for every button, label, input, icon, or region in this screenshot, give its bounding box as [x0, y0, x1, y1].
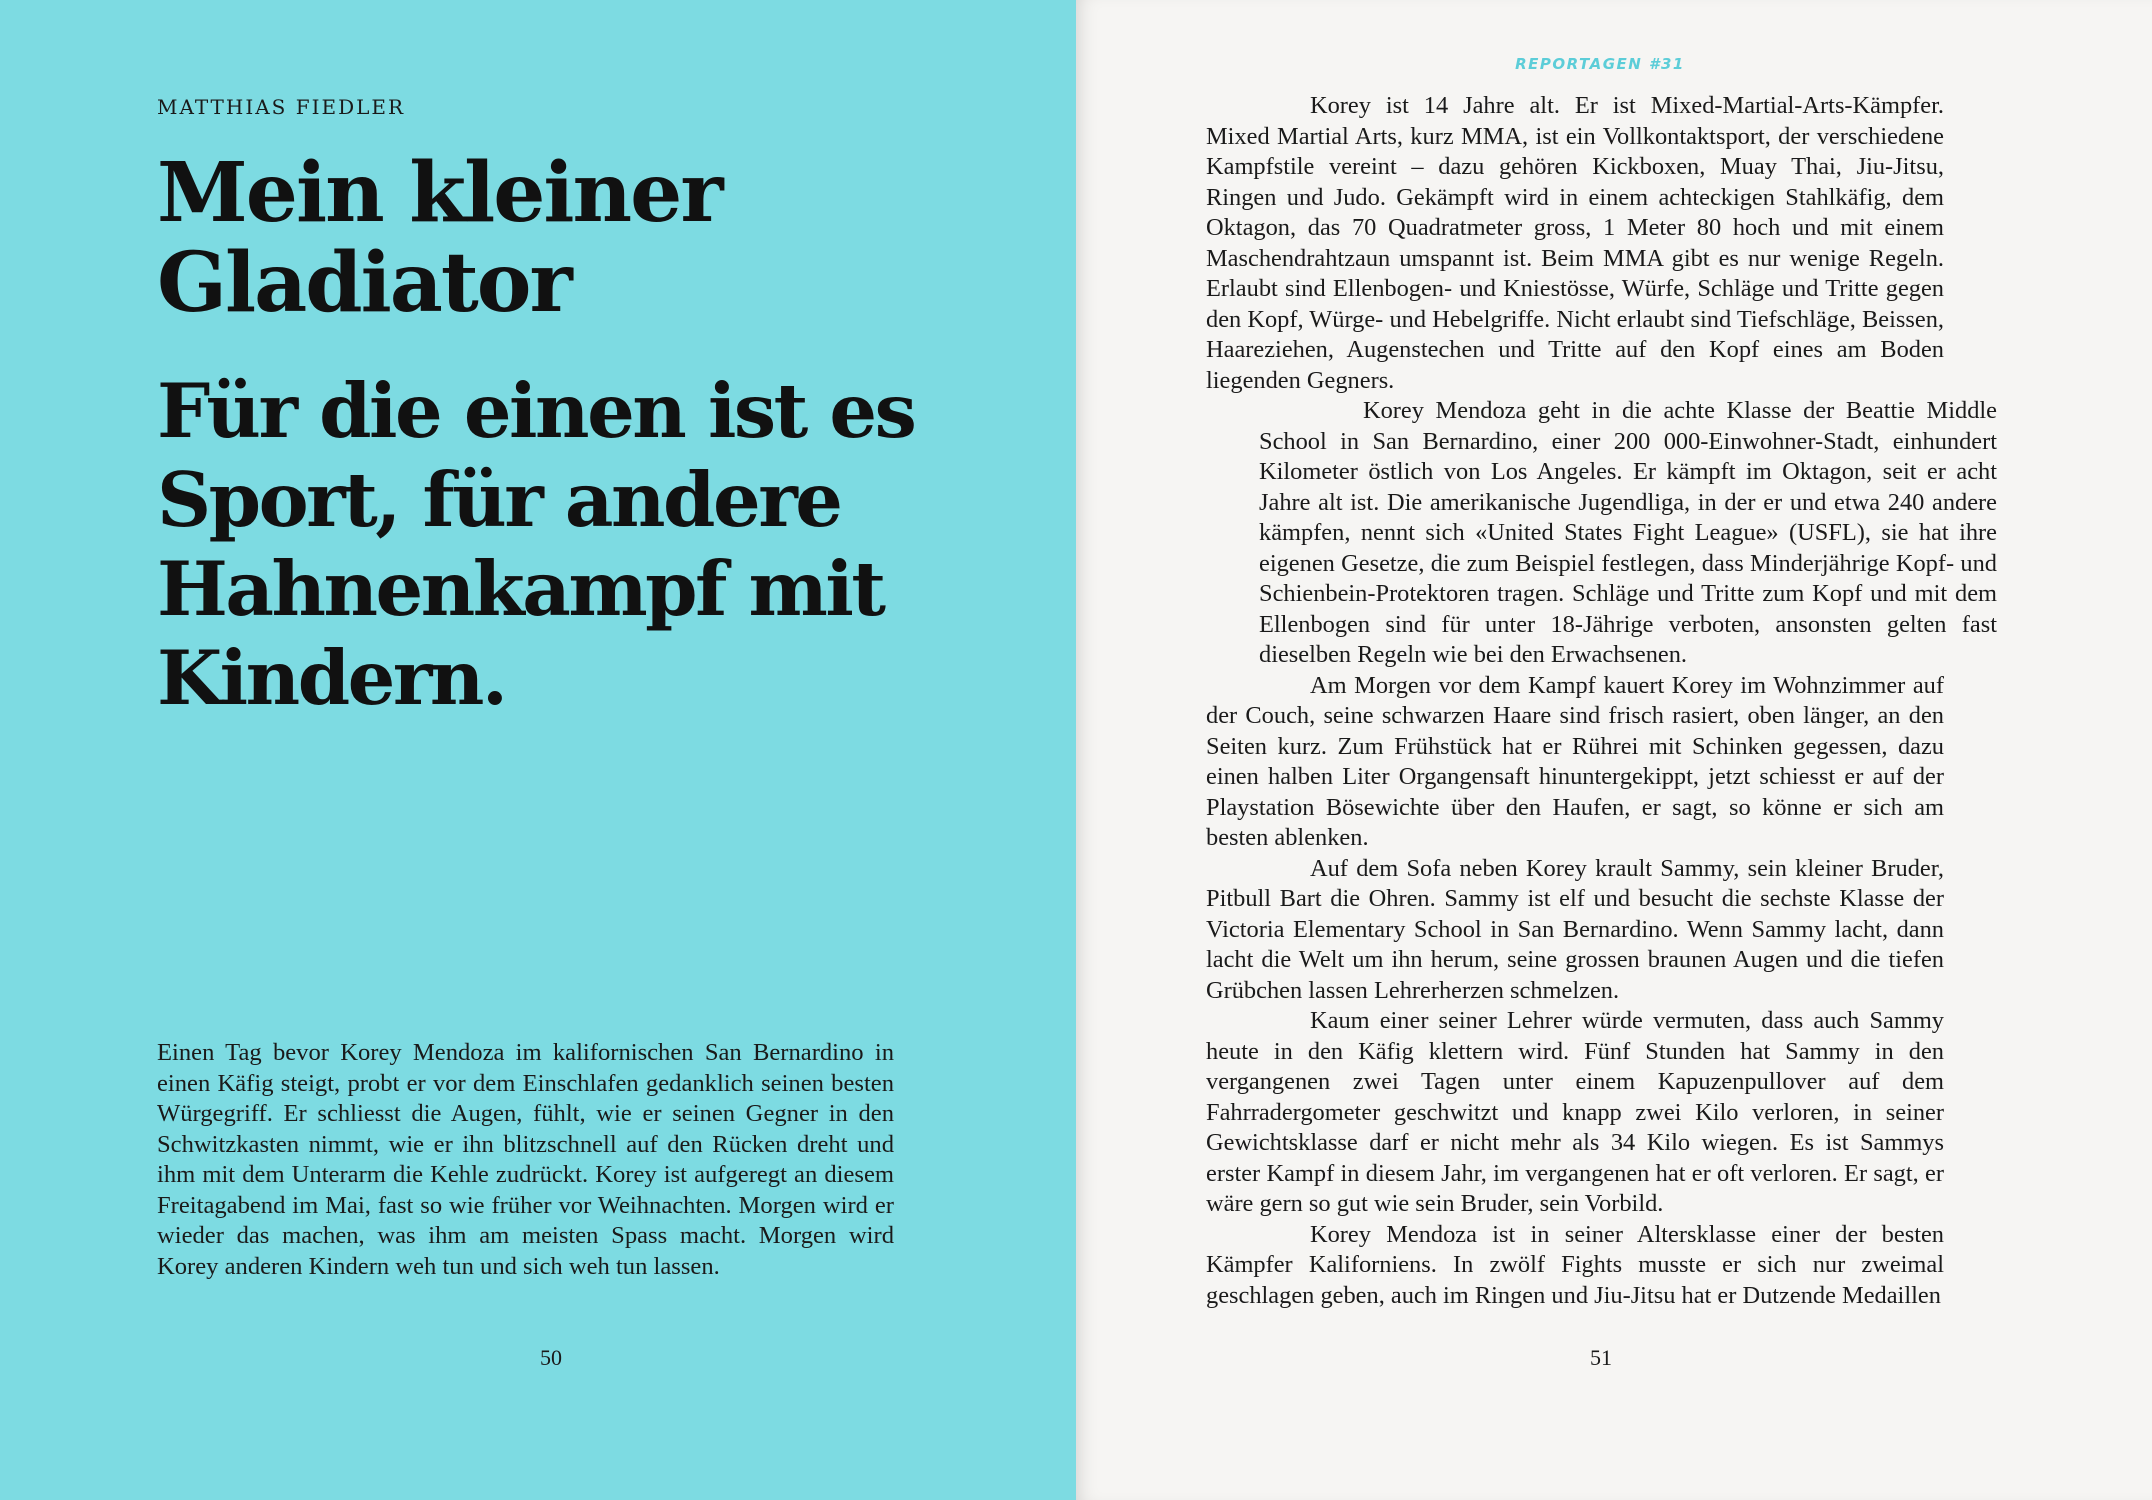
body-paragraph: Korey ist 14 Jahre alt. Er ist Mixed-Martial-Arts-Kämpfer. Mixed Martial Arts, kurz MMA, ist ein Vollkontaktsport, der verschiedene Kampfstile vereint – dazu gehören Kickboxen, Muay Thai, Jiu-Jitsu, Ringen und Judo. Gekämpft wird in einem achteckigen Stahlkäfig, dem Oktagon, das 70 Quadratmeter gross, 1 Meter 80 hoch und mit einem Maschendrahtzaun umspannt ist. Beim MMA gibt es nur wenige Regeln. Erlaubt sind Ellenbogen- und Kniestösse, Würfe, Schläge und Tritte gegen den Kopf, Würge- und Hebelgriffe. Nicht erlaubt sind Tiefschläge, Beissen, Haareziehen, Augenstechen und Tritte auf den Kopf eines am Boden liegenden Gegners.: [1206, 92, 1944, 394]
page-number-right: 51: [1590, 1345, 1612, 1370]
body-paragraph: Am Morgen vor dem Kampf kauert Korey im Wohnzimmer auf der Couch, seine schwarzen Haare sind frisch rasiert, oben länger, an den Seiten kurz. Zum Frühstück hat er Rührei mit Schinken gegessen, dazu einen halben Liter Organgensaft hinuntergekippt, jetzt schiesst er auf der Playstation Bösewichte über den Haufen, er sagt, so könne er sich am besten ablenken.: [1206, 671, 1944, 851]
article-lead: Einen Tag bevor Korey Mendoza im kalifornischen San Bernardino in einen Käfig steigt, probt er vor dem Einschlafen gedanklich seinen besten Würgegriff. Er schliesst die Augen, fühlt, wie er seinen Gegner in den Schwitzkasten nimmt, wie er ihn blitzschnell auf den Rücken dreht und ihm mit dem Unterarm die Kehle zudrückt. Korey ist aufgeregt an diesem Freitagabend im Mai, fast so wie früher vor Weihnachten. Morgen wird er wieder das machen, was ihm am meisten Spass macht. Morgen wird Korey anderen Kindern weh tun und sich weh tun lassen.: [157, 1039, 894, 1280]
body-paragraph: Kaum einer seiner Lehrer würde vermuten, dass auch Sammy heute in den Käfig klettern wird. Fünf Stunden hat Sammy in den vergangenen zwei Tagen unter einem Kapuzenpullover auf dem Fahrradergometer geschwitzt und knapp zwei Kilo verloren, in seiner Gewichtsklasse darf er nicht mehr als 34 Kilo wiegen. Es ist Sammys erster Kampf in diesem Jahr, im vergangenen hat er oft verloren. Er sagt, er wäre gern so gut wie sein Bruder, sein Vorbild.: [1206, 1007, 1944, 1217]
running-head: REPORTAGEN #31: [1515, 55, 1685, 73]
body-paragraph: Korey Mendoza ist in seiner Altersklasse einer der besten Kämpfer Kaliforniens. In zwölf Fights musste er sich nur zweimal geschlagen geben, auch im Ringen und Jiu-Jitsu hat er Dutzende Medaillen: [1206, 1220, 1944, 1309]
article-subtitle: Für die einen ist es Sport, für andere Hahnenkampf mit Kindern.: [157, 367, 915, 722]
article-title: Mein kleiner Gladiator: [157, 145, 722, 331]
article-body: [1206, 91, 1997, 1311]
author-byline: MATTHIAS FIEDLER: [157, 95, 406, 119]
page-number-left: 50: [540, 1345, 562, 1370]
body-paragraph: Auf dem Sofa neben Korey krault Sammy, sein kleiner Bruder, Pitbull Bart die Ohren. Sammy ist elf und besucht die sechste Klasse der Victoria Elementary School in San Bernardino. Wenn Sammy lacht, dann lacht die Welt um ihn herum, seine grossen braunen Augen und die tiefen Grübchen lassen Lehrerherzen schmelzen.: [1206, 854, 1944, 1004]
body-paragraph: Korey Mendoza geht in die achte Klasse der Beattie Middle School in San Bernardino, einer 200 000-Einwohner-Stadt, einhundert Kilometer östlich von Los Angeles. Er kämpft im Oktagon, seit er acht Jahre alt ist. Die amerikanische Jugendliga, in der er und etwa 240 andere kämpfen, nennt sich «United States Fight League» (USFL), sie hat ihre eigenen Gesetze, die zum Beispiel festlegen, dass Minderjährige Kopf- und Schienbein-Protektoren tragen. Schläge und Tritte zum Kopf und mit dem Ellenbogen sind für unter 18-Jährige verboten, ansonsten gelten fast dieselben Regeln wie bei den Erwachsenen.: [1259, 397, 1997, 668]
